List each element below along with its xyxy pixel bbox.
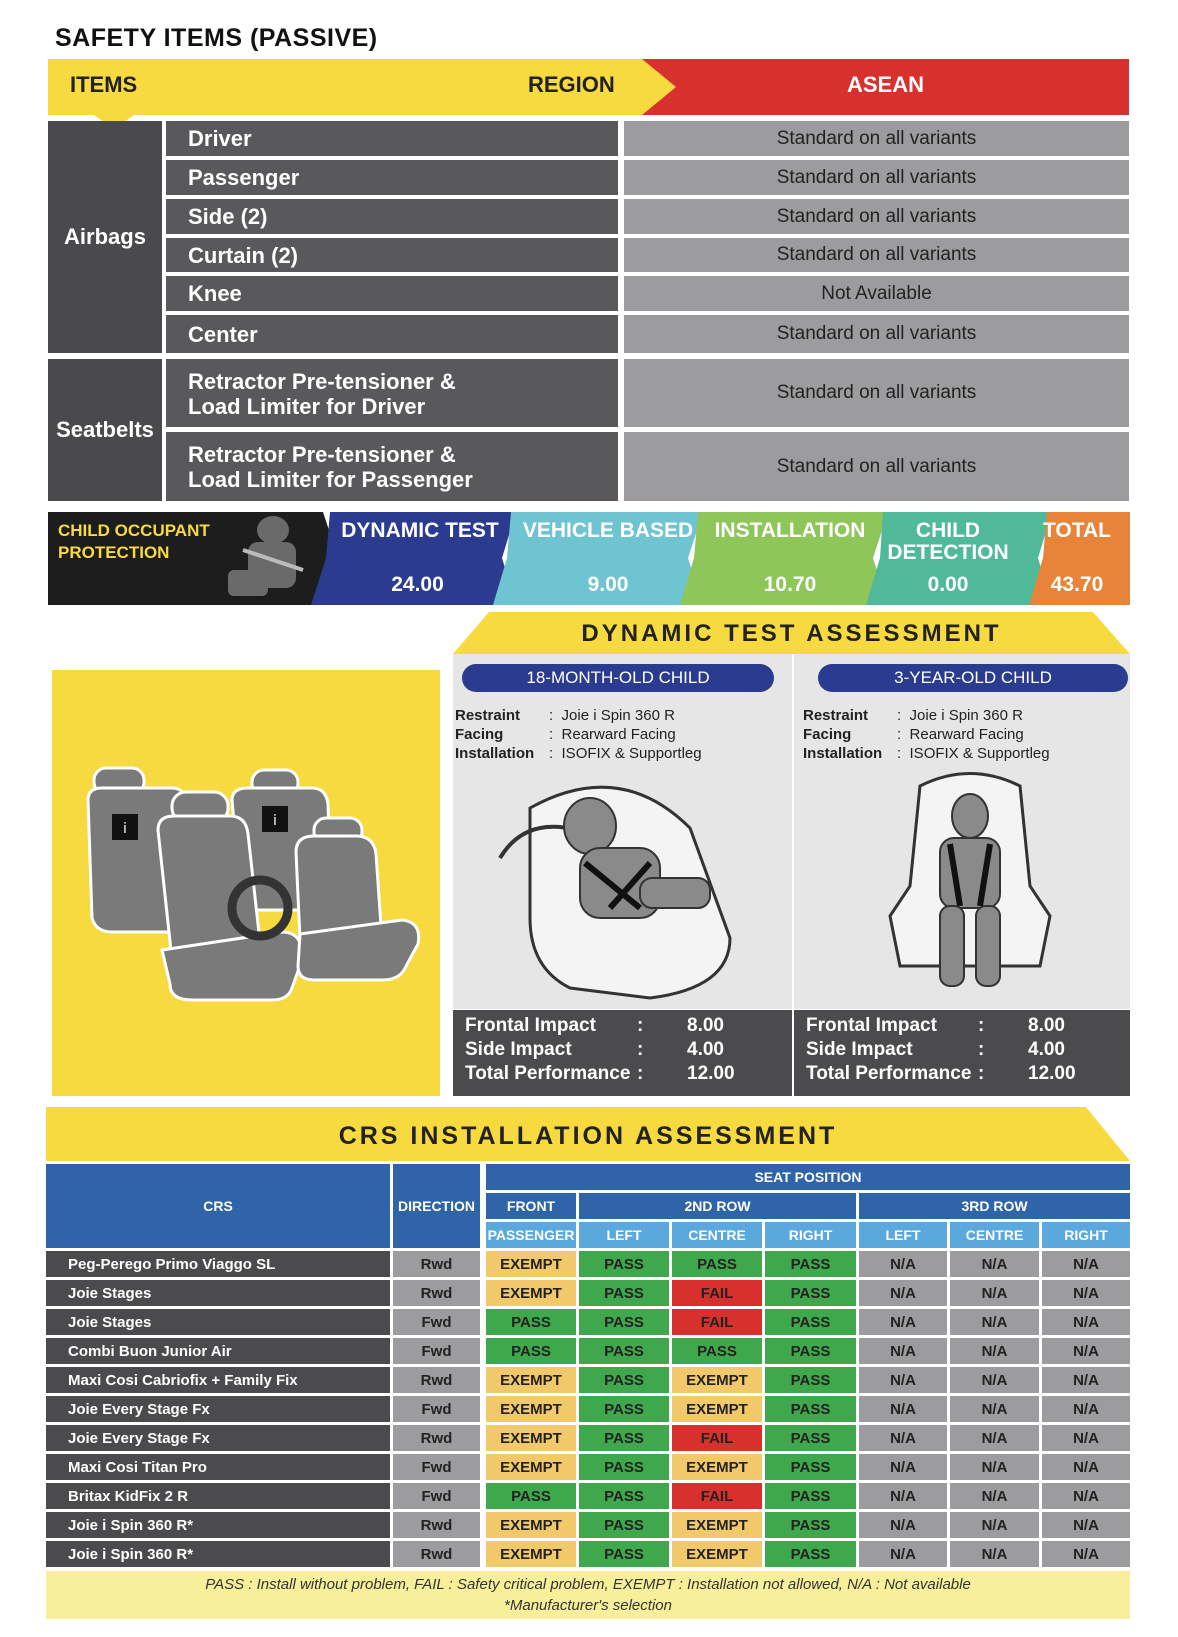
crs-row-name: Joie Stages xyxy=(46,1309,390,1335)
crs-result-cell: N/A xyxy=(950,1483,1039,1509)
crs-result-cell: N/A xyxy=(950,1280,1039,1306)
cop-install-value: 10.70 xyxy=(763,573,817,596)
cop-label-1: CHILD OCCUPANT xyxy=(58,521,210,540)
cop-detect-label xyxy=(878,520,1018,564)
crs-row-direction: Rwd xyxy=(393,1425,480,1451)
crs-result-cell: N/A xyxy=(950,1512,1039,1538)
crs-result-cell: N/A xyxy=(950,1367,1039,1393)
crs-result-cell: PASS xyxy=(765,1280,856,1306)
cop-install-label: INSTALLATION xyxy=(714,519,866,542)
dta-right-head: 3-YEAR-OLD CHILD xyxy=(818,664,1128,692)
seatbelts-label: Seatbelts xyxy=(56,417,154,442)
crs-result-cell: PASS xyxy=(765,1541,856,1567)
crs-result-cell: N/A xyxy=(859,1454,947,1480)
crs-row-name: Britax KidFix 2 R xyxy=(46,1483,390,1509)
airbag-value: Standard on all variants xyxy=(624,160,1129,195)
infant-carrier-illustration xyxy=(490,768,750,1004)
crs-row-name: Combi Buon Junior Air xyxy=(46,1338,390,1364)
cop-detect-line1: CHILD xyxy=(915,519,981,542)
dta-right-specs: Restraint : Joie i Spin 360 R Facing : Rearward Facing Installation : ISOFIX & Supportleg xyxy=(803,707,1050,762)
crs-result-cell: PASS xyxy=(579,1251,669,1277)
crs-result-cell: EXEMPT xyxy=(672,1512,762,1538)
crs-result-cell: PASS xyxy=(765,1367,856,1393)
row3-right-header: RIGHT xyxy=(1042,1222,1130,1248)
crs-result-cell: N/A xyxy=(859,1251,947,1277)
crs-result-cell: PASS xyxy=(579,1367,669,1393)
crs-result-cell: EXEMPT xyxy=(486,1251,576,1277)
crs-result-cell: N/A xyxy=(950,1251,1039,1277)
crs-col-header: CRS xyxy=(46,1164,390,1248)
child-seat-illustration xyxy=(880,766,1060,1006)
crs-result-cell: N/A xyxy=(950,1309,1039,1335)
crs-result-cell: PASS xyxy=(765,1512,856,1538)
belt-driver-line2: Load Limiter for Driver xyxy=(188,394,426,419)
crs-result-cell: N/A xyxy=(859,1541,947,1567)
belt-driver-line1: Retractor Pre-tensioner & xyxy=(188,369,456,394)
crs-row-name: Maxi Cosi Cabriofix + Family Fix xyxy=(46,1367,390,1393)
airbag-item: Curtain (2) xyxy=(166,238,618,272)
right-facing-key: Facing xyxy=(803,726,852,743)
front-header: FRONT xyxy=(486,1193,576,1219)
left-side-value: 4.00 xyxy=(687,1039,724,1060)
dta-title: DYNAMIC TEST ASSESSMENT xyxy=(581,620,1002,647)
crs-result-cell: N/A xyxy=(950,1541,1039,1567)
dta-left-scores: Frontal Impact : 8.00 Side Impact : 4.00 Total Performance : 12.00 xyxy=(453,1010,792,1096)
crs-result-cell: PASS xyxy=(579,1338,669,1364)
row3-centre-header: CENTRE xyxy=(950,1222,1039,1248)
direction-col-header: DIRECTION xyxy=(393,1164,480,1248)
crs-result-cell: PASS xyxy=(672,1251,762,1277)
cop-vehicle-value: 9.00 xyxy=(587,573,629,596)
crs-result-cell: N/A xyxy=(1042,1541,1130,1567)
cop-dynamic-label: DYNAMIC TEST xyxy=(341,519,499,542)
crs-result-cell: PASS xyxy=(579,1454,669,1480)
crs-result-cell: PASS xyxy=(579,1512,669,1538)
dta-left-head: 18-MONTH-OLD CHILD xyxy=(462,664,774,692)
crs-result-cell: N/A xyxy=(950,1454,1039,1480)
crs-result-cell: PASS xyxy=(765,1251,856,1277)
airbags-label: Airbags xyxy=(64,224,146,249)
airbag-item: Knee xyxy=(166,276,618,311)
left-installation-key: Installation xyxy=(455,745,535,762)
crs-result-cell: PASS xyxy=(579,1541,669,1567)
cop-detect-value: 0.00 xyxy=(927,573,969,596)
row3-left-header: LEFT xyxy=(859,1222,947,1248)
airbag-value: Standard on all variants xyxy=(624,315,1129,353)
crs-row-direction: Fwd xyxy=(393,1483,480,1509)
crs-result-cell: N/A xyxy=(859,1367,947,1393)
left-total-label: Total Performance xyxy=(465,1063,631,1084)
crs-result-cell: N/A xyxy=(859,1309,947,1335)
airbag-item: Side (2) xyxy=(166,199,618,234)
crs-title: CRS INSTALLATION ASSESSMENT xyxy=(338,1122,838,1150)
cop-dynamic-value: 24.00 xyxy=(391,573,444,596)
row2-left-header: LEFT xyxy=(579,1222,669,1248)
crs-result-cell: N/A xyxy=(1042,1454,1130,1480)
left-frontal-label: Frontal Impact xyxy=(465,1015,596,1036)
crs-row-direction: Fwd xyxy=(393,1309,480,1335)
airbag-item: Driver xyxy=(166,121,618,156)
crs-row-direction: Rwd xyxy=(393,1367,480,1393)
left-restraint-value: Joie i Spin 360 R xyxy=(561,707,675,724)
left-facing-value: Rearward Facing xyxy=(561,726,676,743)
crs-result-cell: N/A xyxy=(950,1338,1039,1364)
crs-result-cell: FAIL xyxy=(672,1280,762,1306)
crs-result-cell: N/A xyxy=(1042,1309,1130,1335)
airbag-value: Standard on all variants xyxy=(624,238,1129,272)
crs-result-cell: PASS xyxy=(486,1338,576,1364)
crs-result-cell: N/A xyxy=(1042,1512,1130,1538)
crs-result-cell: N/A xyxy=(1042,1338,1130,1364)
right-restraint-key: Restraint xyxy=(803,707,869,724)
crs-result-cell: FAIL xyxy=(672,1309,762,1335)
row2-right-header: RIGHT xyxy=(765,1222,856,1248)
crs-result-cell: PASS xyxy=(765,1425,856,1451)
cop-vehicle-label: VEHICLE BASED xyxy=(522,519,694,542)
left-facing-key: Facing xyxy=(455,726,504,743)
crs-result-cell: N/A xyxy=(1042,1396,1130,1422)
crs-result-cell: N/A xyxy=(1042,1425,1130,1451)
crs-result-cell: N/A xyxy=(950,1396,1039,1422)
crs-result-cell: PASS xyxy=(672,1338,762,1364)
crs-result-cell: EXEMPT xyxy=(672,1367,762,1393)
left-frontal-value: 8.00 xyxy=(687,1015,724,1036)
crs-result-cell: PASS xyxy=(765,1309,856,1335)
belt-value-driver: Standard on all variants xyxy=(624,359,1129,427)
left-restraint-key: Restraint xyxy=(455,707,521,724)
row2-centre-header: CENTRE xyxy=(672,1222,762,1248)
passive-title: SAFETY ITEMS (PASSIVE) xyxy=(55,24,378,52)
right-installation-key: Installation xyxy=(803,745,883,762)
crs-result-cell: N/A xyxy=(859,1280,947,1306)
crs-result-cell: EXEMPT xyxy=(672,1454,762,1480)
crs-result-cell: PASS xyxy=(486,1483,576,1509)
left-total-value: 12.00 xyxy=(687,1063,735,1084)
crs-result-cell: PASS xyxy=(765,1338,856,1364)
crs-result-cell: FAIL xyxy=(672,1483,762,1509)
airbags-group-label xyxy=(48,121,162,353)
belt-passenger-line2: Load Limiter for Passenger xyxy=(188,467,473,492)
crs-result-cell: EXEMPT xyxy=(672,1541,762,1567)
right-side-label: Side Impact xyxy=(806,1039,913,1060)
crs-result-cell: PASS xyxy=(579,1396,669,1422)
crs-row-direction: Fwd xyxy=(393,1338,480,1364)
crs-result-cell: N/A xyxy=(1042,1367,1130,1393)
crs-result-cell: PASS xyxy=(765,1483,856,1509)
crs-result-cell: EXEMPT xyxy=(486,1512,576,1538)
crs-result-cell: EXEMPT xyxy=(486,1367,576,1393)
crs-result-cell: FAIL xyxy=(672,1425,762,1451)
seat-position-header: SEAT POSITION xyxy=(486,1164,1130,1190)
svg-text:i: i xyxy=(123,821,127,837)
right-total-label: Total Performance xyxy=(806,1063,972,1084)
crs-row-direction: Rwd xyxy=(393,1280,480,1306)
crs-row-name: Peg-Perego Primo Viaggo SL xyxy=(46,1251,390,1277)
crs-result-cell: N/A xyxy=(859,1425,947,1451)
airbag-value: Standard on all variants xyxy=(624,199,1129,234)
belt-item-passenger xyxy=(166,432,618,501)
row2-header: 2ND ROW xyxy=(579,1193,856,1219)
crs-result-cell: N/A xyxy=(859,1512,947,1538)
vehicle-seats-panel xyxy=(52,670,440,1096)
crs-result-cell: PASS xyxy=(765,1454,856,1480)
right-installation-value: ISOFIX & Supportleg xyxy=(909,745,1050,762)
crs-result-cell: EXEMPT xyxy=(486,1396,576,1422)
crs-row-direction: Fwd xyxy=(393,1454,480,1480)
airbag-item: Center xyxy=(166,315,618,353)
legend-box xyxy=(46,1571,1130,1619)
front-passenger-header: PASSENGER xyxy=(486,1222,576,1248)
crs-row-name: Joie i Spin 360 R* xyxy=(46,1512,390,1538)
belt-passenger-line1: Retractor Pre-tensioner & xyxy=(188,442,456,467)
cop-total-value: 43.70 xyxy=(1050,573,1104,596)
cop-detect-line2: DETECTION xyxy=(887,541,1009,564)
crs-result-cell: EXEMPT xyxy=(486,1541,576,1567)
left-installation-value: ISOFIX & Supportleg xyxy=(561,745,702,762)
airbag-item: Passenger xyxy=(166,160,618,195)
crs-result-cell: N/A xyxy=(859,1396,947,1422)
right-restraint-value: Joie i Spin 360 R xyxy=(909,707,1023,724)
crs-row-name: Maxi Cosi Titan Pro xyxy=(46,1454,390,1480)
svg-text:i: i xyxy=(273,813,277,829)
crs-result-cell: EXEMPT xyxy=(672,1396,762,1422)
airbag-value: Standard on all variants xyxy=(624,121,1129,156)
crs-row-name: Joie Stages xyxy=(46,1280,390,1306)
crs-result-cell: N/A xyxy=(859,1483,947,1509)
cop-label-2: PROTECTION xyxy=(58,543,170,562)
crs-result-cell: PASS xyxy=(579,1309,669,1335)
legend-line-2: *Manufacturer's selection xyxy=(504,1597,672,1614)
crs-result-cell: EXEMPT xyxy=(486,1454,576,1480)
seatbelts-group-label xyxy=(48,359,162,501)
row3-header: 3RD ROW xyxy=(859,1193,1130,1219)
crs-result-cell: N/A xyxy=(859,1338,947,1364)
right-frontal-value: 8.00 xyxy=(1028,1015,1065,1036)
airbag-value: Not Available xyxy=(624,276,1129,311)
crs-result-cell: N/A xyxy=(1042,1483,1130,1509)
asean-header-label: ASEAN xyxy=(846,72,924,97)
crs-row-direction: Rwd xyxy=(393,1512,480,1538)
crs-result-cell: PASS xyxy=(486,1309,576,1335)
crs-result-cell: PASS xyxy=(579,1425,669,1451)
cop-total-label: TOTAL xyxy=(1042,519,1112,542)
crs-result-cell: EXEMPT xyxy=(486,1425,576,1451)
crs-result-cell: PASS xyxy=(765,1396,856,1422)
crs-row-name: Joie Every Stage Fx xyxy=(46,1425,390,1451)
crs-row-direction: Rwd xyxy=(393,1541,480,1567)
crs-row-name: Joie i Spin 360 R* xyxy=(46,1541,390,1567)
crs-result-cell: N/A xyxy=(1042,1280,1130,1306)
legend-line-1: PASS : Install without problem, FAIL : Safety critical problem, EXEMPT : Installation not allowed, N/A : Not available xyxy=(205,1576,971,1593)
right-side-value: 4.00 xyxy=(1028,1039,1065,1060)
dta-left-specs: Restraint : Joie i Spin 360 R Facing : Rearward Facing Installation : ISOFIX & Supportleg xyxy=(455,707,702,762)
right-total-value: 12.00 xyxy=(1028,1063,1076,1084)
crs-result-cell: N/A xyxy=(1042,1251,1130,1277)
crs-result-cell: PASS xyxy=(579,1483,669,1509)
right-facing-value: Rearward Facing xyxy=(909,726,1024,743)
vehicle-seats-illustration xyxy=(52,670,440,1096)
belt-value-passenger: Standard on all variants xyxy=(624,432,1129,501)
crs-result-cell: PASS xyxy=(579,1280,669,1306)
right-frontal-label: Frontal Impact xyxy=(806,1015,937,1036)
crs-row-direction: Rwd xyxy=(393,1251,480,1277)
left-side-label: Side Impact xyxy=(465,1039,572,1060)
crs-row-name: Joie Every Stage Fx xyxy=(46,1396,390,1422)
cop-label xyxy=(58,520,210,564)
crs-result-cell: EXEMPT xyxy=(486,1280,576,1306)
dta-right-scores: Frontal Impact : 8.00 Side Impact : 4.00 Total Performance : 12.00 xyxy=(794,1010,1130,1096)
region-header: REGION xyxy=(528,72,615,97)
crs-row-direction: Fwd xyxy=(393,1396,480,1422)
crs-result-cell: N/A xyxy=(950,1425,1039,1451)
belt-item-driver xyxy=(166,359,618,427)
items-header: ITEMS xyxy=(70,72,138,97)
